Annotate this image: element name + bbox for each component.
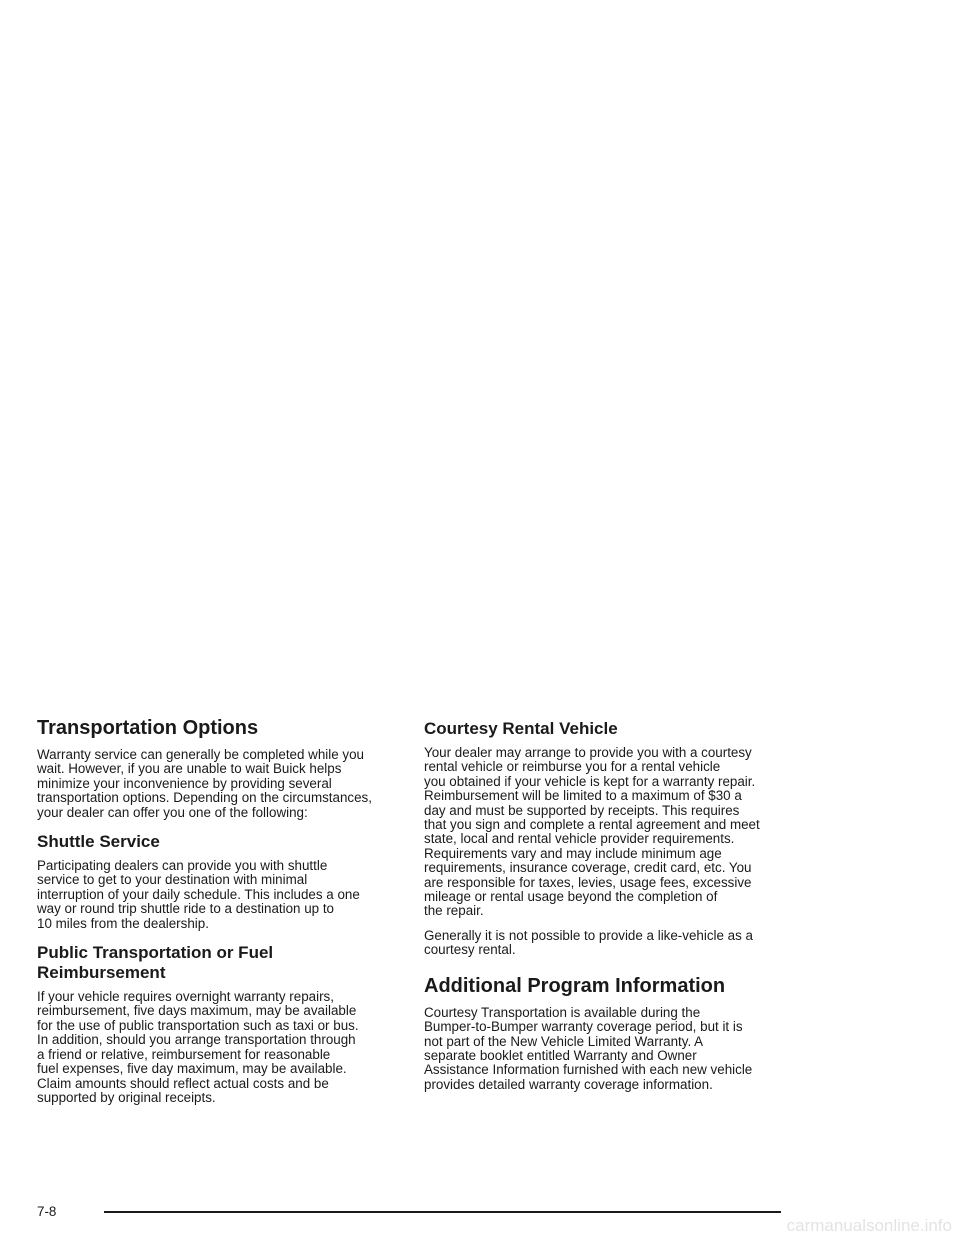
right-column xyxy=(424,716,789,1102)
footer-rule xyxy=(104,1211,781,1213)
courtesy-rental-body: Your dealer may arrange to provide you with a courtesy rental vehicle or reimburse you for a rental vehicle you obtained if your vehicle is kept for a warranty repair. Reimbursement will be limited to a maximum of $30 a day and must be supported by receipts. This requires that you sign and complete a rental agreement and meet state, local and rental vehicle provider requirements. Requirements vary and may include minimum age requirements, insurance coverage, credit card, etc. You are responsible for taxes, levies, usage fees, excessive mileage or rental usage beyond the completion of the repair. xyxy=(424,745,760,919)
public-transportation-heading: Public Transportation or Fuel Reimbursement xyxy=(37,943,274,983)
watermark: carmanualsonline.info xyxy=(786,1216,952,1235)
additional-program-heading: Additional Program Information xyxy=(424,974,726,997)
shuttle-service-heading: Shuttle Service xyxy=(37,832,160,852)
left-column xyxy=(37,716,402,1115)
page-number: 7-8 xyxy=(37,1204,57,1219)
transportation-options-intro: Warranty service can generally be completed while you wait. However, if you are unable to wait Buick helps minimize your inconvenience by providing several transportation options. Depending on the circumstances, your dealer can offer you one of the following: xyxy=(37,747,372,820)
transportation-options-heading: Transportation Options xyxy=(37,717,259,739)
additional-program-body: Courtesy Transportation is available during the Bumper-to-Bumper warranty coverage period, but it is not part of the New Vehicle Limited Warranty. A separate booklet entitled Warranty and Owner Assistance Information furnished with each new vehicle provides detailed warranty coverage information. xyxy=(424,1004,753,1092)
courtesy-rental-note: Generally it is not possible to provide a like-vehicle as a courtesy rental. xyxy=(424,927,753,958)
public-transportation-body: If your vehicle requires overnight warranty repairs, reimbursement, five days maximum, may be available for the use of public transportation such as taxi or bus. In addition, should you arrange transportation through a friend or relative, reimbursement for reasonable fuel expenses, five day maximum, may be available. Claim amounts should reflect actual costs and be supported by original receipts. xyxy=(37,989,359,1105)
shuttle-service-body: Participating dealers can provide you with shuttle service to get to your destination with minimal interruption of your daily schedule. This includes a one way or round trip shuttle ride to a destination up to 10 miles from the dealership. xyxy=(37,858,360,931)
courtesy-rental-heading: Courtesy Rental Vehicle xyxy=(424,719,618,738)
